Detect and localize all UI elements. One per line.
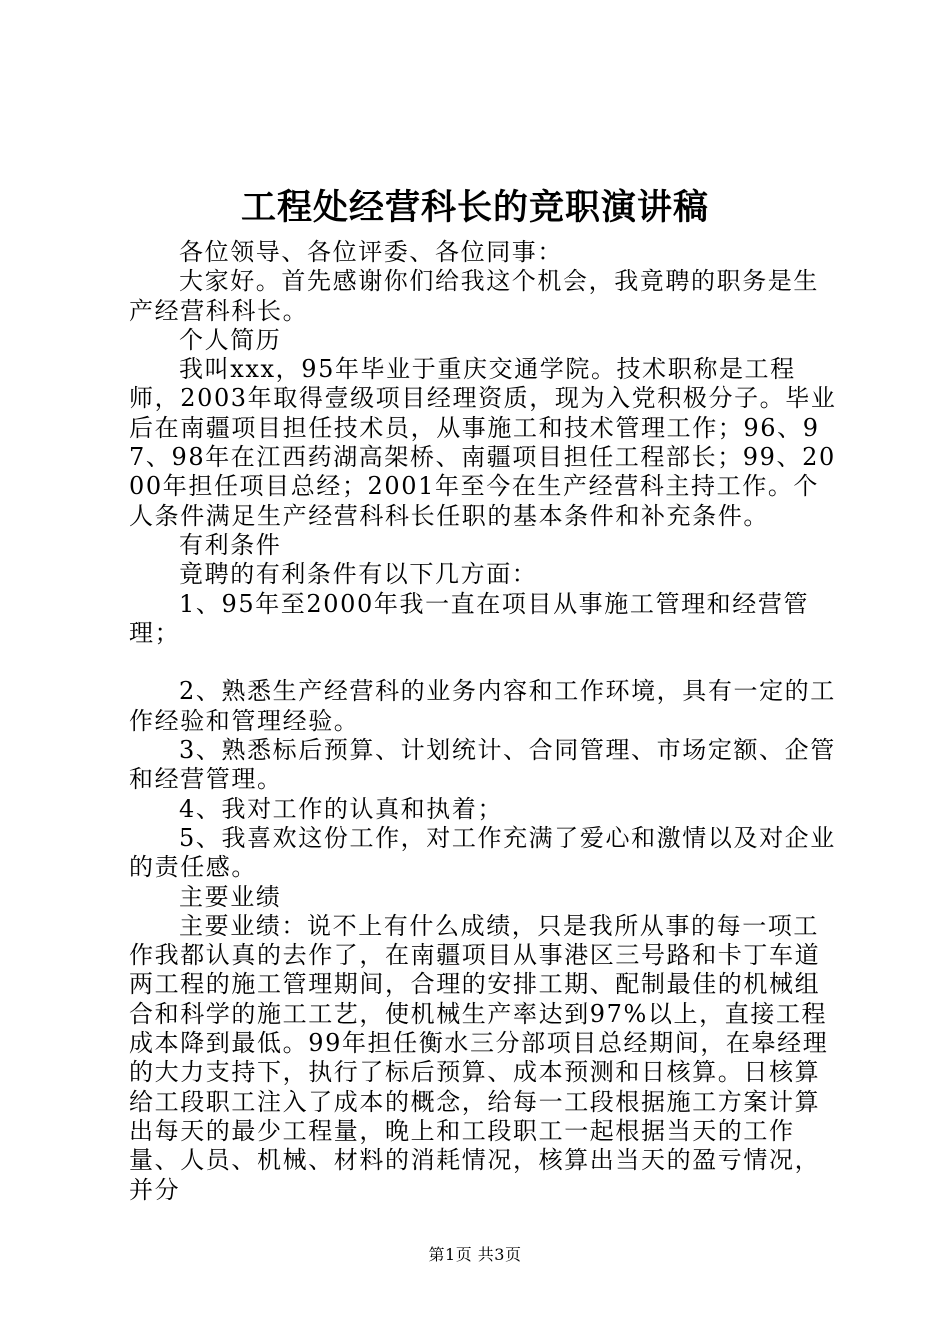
advantage-item-4: 4、我对工作的认真和执着； <box>179 794 504 823</box>
section-heading-achievements: 主要业绩 <box>179 882 282 911</box>
advantage-item-2: 2、熟悉生产经营科的业务内容和工作环境，具有一定的工作经验和管理经验。 <box>129 677 836 735</box>
document-body <box>129 238 844 1205</box>
advantage-item-3: 3、熟悉标后预算、计划统计、合同管理、市场定额、企管和经营管理。 <box>129 736 836 794</box>
greeting-paragraph: 各位领导、各位评委、各位同事： <box>179 238 563 266</box>
advantage-item-5: 5、我喜欢这份工作，对工作充满了爱心和激情以及对企业的责任感。 <box>129 823 836 882</box>
intro-paragraph: 大家好。首先感谢你们给我这个机会，我竟聘的职务是生产经营科科长。 <box>129 267 819 325</box>
blank-line <box>129 648 844 677</box>
achievements-paragraph: 主要业绩：说不上有什么成绩，只是我所从事的每一项工作我都认真的去作了，在南疆项目从事港区三号路和卡丁车道两工程的施工管理期间，合理的安排工期、配制最佳的机械组合和科学的施工工艺，使机械生产率达到97%以上，直接工程成本降到最低。99年担任衡水三分部项目总经期间，在皋经理的大力支持下，执行了标后预算、成本预测和日核算。日核算给工段职工注入了成本的概念，给每一工段根据施工方案计算出每天的最少工程量，晚上和工段职工一起根据当天的工作量、人员、机械、材料的消耗情况，核算出当天的盈亏情况，并分 <box>129 911 829 1204</box>
resume-paragraph: 我叫xxx，95年毕业于重庆交通学院。技术职称是工程师，2003年取得壹级项目经理资质，现为入党积极分子。毕业后在南疆项目担任技术员，从事施工和技术管理工作；96、97、98年在江西药湖高架桥、南疆项目担任工程部长；99、2000年担任项目总经；2001年至今在生产经营科主持工作。个人条件满足生产经营科科长任职的基本条件和补充条件。 <box>129 355 837 530</box>
document-title: 工程处经营科长的竞职演讲稿 <box>240 187 709 228</box>
section-heading-resume: 个人简历 <box>179 325 282 354</box>
advantages-intro-paragraph: 竟聘的有利条件有以下几方面： <box>179 560 538 589</box>
advantage-item-1: 1、95年至2000年我一直在项目从事施工管理和经营管理； <box>129 589 810 647</box>
page-number-footer: 第1页 共3页 <box>428 1245 522 1264</box>
section-heading-advantages: 有利条件 <box>179 530 282 559</box>
